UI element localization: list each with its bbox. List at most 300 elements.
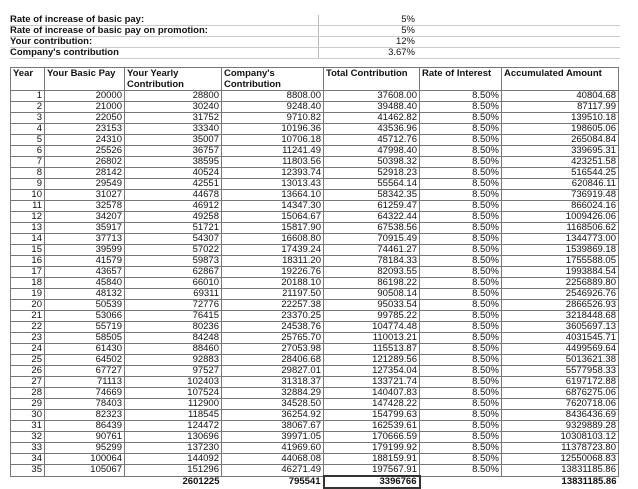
- cell-basic-pay[interactable]: 28142: [45, 168, 125, 179]
- cell-yearly-contribution[interactable]: 30240: [125, 102, 222, 113]
- cell-yearly-contribution[interactable]: 144092: [125, 454, 222, 465]
- cell-company-contribution[interactable]: 8808.00: [222, 91, 324, 102]
- cell-total-contribution[interactable]: 127354.04: [324, 366, 420, 377]
- cell-year[interactable]: 15: [11, 245, 45, 256]
- cell-rate-of-interest[interactable]: 8.50%: [420, 212, 502, 223]
- cell-accumulated-amount[interactable]: 265084.84: [502, 135, 619, 146]
- cell-accumulated-amount[interactable]: 7620718.06: [502, 399, 619, 410]
- table-header-row: [11, 68, 619, 91]
- cell-rate-of-interest[interactable]: 8.50%: [420, 102, 502, 113]
- cell-yearly-contribution[interactable]: 118545: [125, 410, 222, 421]
- cell-total-contribution[interactable]: 82093.55: [324, 267, 420, 278]
- cell-yearly-contribution[interactable]: 40524: [125, 168, 222, 179]
- cell-accumulated-amount[interactable]: 620846.11: [502, 179, 619, 190]
- cell-basic-pay[interactable]: 24310: [45, 135, 125, 146]
- param-value-basic-pay-increase[interactable]: 5%: [318, 15, 418, 25]
- cell-year[interactable]: 14: [11, 234, 45, 245]
- cell-total-contribution[interactable]: 50398.32: [324, 157, 420, 168]
- cell-accumulated-amount[interactable]: 1009426.06: [502, 212, 619, 223]
- table-row: [11, 223, 619, 234]
- cell-total-contribution[interactable]: 147428.22: [324, 399, 420, 410]
- cell-basic-pay[interactable]: 39599: [45, 245, 125, 256]
- cell-yearly-contribution[interactable]: 28800: [125, 91, 222, 102]
- cell-company-contribution[interactable]: 10706.18: [222, 135, 324, 146]
- table-row: [11, 91, 619, 102]
- cell-rate-of-interest[interactable]: 8.50%: [420, 300, 502, 311]
- cell-accumulated-amount[interactable]: 6197172.88: [502, 377, 619, 388]
- param-value-your-contribution[interactable]: 12%: [318, 37, 418, 47]
- cell-company-contribution[interactable]: 24538.76: [222, 322, 324, 333]
- table-row: [11, 256, 619, 267]
- param-label-promotion-increase: Rate of increase of basic pay on promotion:: [10, 25, 208, 36]
- cell-company-contribution[interactable]: 15817.90: [222, 223, 324, 234]
- cell-year[interactable]: 9: [11, 179, 45, 190]
- cell-company-contribution[interactable]: 28406.68: [222, 355, 324, 366]
- cell-yearly-contribution[interactable]: 31752: [125, 113, 222, 124]
- cell-company-contribution[interactable]: 46271.49: [222, 465, 324, 477]
- table-row: [11, 333, 619, 344]
- cell-total-contribution[interactable]: 78184.33: [324, 256, 420, 267]
- cell-company-contribution[interactable]: 44068.08: [222, 454, 324, 465]
- cell-year[interactable]: 26: [11, 366, 45, 377]
- cell-year[interactable]: 33: [11, 443, 45, 454]
- cell-rate-of-interest[interactable]: 8.50%: [420, 311, 502, 322]
- cell-rate-of-interest[interactable]: 8.50%: [420, 410, 502, 421]
- cell-rate-of-interest[interactable]: 8.50%: [420, 278, 502, 289]
- cell-rate-of-interest[interactable]: 8.50%: [420, 245, 502, 256]
- cell-accumulated-amount[interactable]: 2256889.80: [502, 278, 619, 289]
- cell-accumulated-amount[interactable]: 6876275.06: [502, 388, 619, 399]
- cell-accumulated-amount[interactable]: 8436436.69: [502, 410, 619, 421]
- cell-yearly-contribution[interactable]: 92883: [125, 355, 222, 366]
- cell-accumulated-amount[interactable]: 40804.68: [502, 91, 619, 102]
- cell-company-contribution[interactable]: 36254.92: [222, 410, 324, 421]
- cell-basic-pay[interactable]: 48132: [45, 289, 125, 300]
- cell-year[interactable]: 31: [11, 421, 45, 432]
- cell-rate-of-interest[interactable]: 8.50%: [420, 399, 502, 410]
- cell-rate-of-interest[interactable]: 8.50%: [420, 443, 502, 454]
- cell-yearly-contribution[interactable]: 38595: [125, 157, 222, 168]
- cell-year[interactable]: 4: [11, 124, 45, 135]
- table-row: [11, 311, 619, 322]
- cell-year[interactable]: 1: [11, 91, 45, 102]
- cell-company-contribution[interactable]: 16608.80: [222, 234, 324, 245]
- cell-basic-pay[interactable]: 58505: [45, 333, 125, 344]
- table-row: [11, 465, 619, 477]
- table-row: [11, 135, 619, 146]
- total-cell: [45, 476, 125, 488]
- cell-accumulated-amount[interactable]: 4499569.64: [502, 344, 619, 355]
- cell-company-contribution[interactable]: 13664.10: [222, 190, 324, 201]
- cell-yearly-contribution[interactable]: 76415: [125, 311, 222, 322]
- cell-year[interactable]: 18: [11, 278, 45, 289]
- cell-yearly-contribution[interactable]: 36757: [125, 146, 222, 157]
- cell-basic-pay[interactable]: 74669: [45, 388, 125, 399]
- cell-year[interactable]: 25: [11, 355, 45, 366]
- cell-basic-pay[interactable]: 90761: [45, 432, 125, 443]
- cell-year[interactable]: 2: [11, 102, 45, 113]
- cell-basic-pay[interactable]: 53066: [45, 311, 125, 322]
- cell-accumulated-amount[interactable]: 1755588.05: [502, 256, 619, 267]
- cell-rate-of-interest[interactable]: 8.50%: [420, 168, 502, 179]
- cell-year[interactable]: 20: [11, 300, 45, 311]
- cell-company-contribution[interactable]: 12393.74: [222, 168, 324, 179]
- cell-basic-pay[interactable]: 86439: [45, 421, 125, 432]
- cell-company-contribution[interactable]: 11803.56: [222, 157, 324, 168]
- table-row: [11, 399, 619, 410]
- table-row: [11, 212, 619, 223]
- cell-rate-of-interest[interactable]: 8.50%: [420, 157, 502, 168]
- cell-total-contribution[interactable]: 58342.35: [324, 190, 420, 201]
- cell-yearly-contribution[interactable]: 69311: [125, 289, 222, 300]
- cell-accumulated-amount[interactable]: 2866526.93: [502, 300, 619, 311]
- cell-year[interactable]: 23: [11, 333, 45, 344]
- cell-total-contribution[interactable]: 37608.00: [324, 91, 420, 102]
- cell-total-contribution[interactable]: 55564.14: [324, 179, 420, 190]
- cell-rate-of-interest[interactable]: 8.50%: [420, 377, 502, 388]
- cell-yearly-contribution[interactable]: 49258: [125, 212, 222, 223]
- cell-accumulated-amount[interactable]: 13831185.86: [502, 465, 619, 477]
- cell-total-contribution[interactable]: 162539.61: [324, 421, 420, 432]
- cell-yearly-contribution[interactable]: 66010: [125, 278, 222, 289]
- cell-total-contribution[interactable]: 74461.27: [324, 245, 420, 256]
- table-row: [11, 267, 619, 278]
- cell-accumulated-amount[interactable]: 339695.31: [502, 146, 619, 157]
- cell-accumulated-amount[interactable]: 5577958.33: [502, 366, 619, 377]
- cell-company-contribution[interactable]: 14347.30: [222, 201, 324, 212]
- cell-yearly-contribution[interactable]: 88460: [125, 344, 222, 355]
- table-row: [11, 410, 619, 421]
- cell-accumulated-amount[interactable]: 11378723.80: [502, 443, 619, 454]
- table-row: [11, 322, 619, 333]
- cell-total-contribution[interactable]: 179199.92: [324, 443, 420, 454]
- cell-rate-of-interest[interactable]: 8.50%: [420, 267, 502, 278]
- table-row: [11, 113, 619, 124]
- table-row: [11, 124, 619, 135]
- cell-basic-pay[interactable]: 78403: [45, 399, 125, 410]
- cell-year[interactable]: 5: [11, 135, 45, 146]
- cell-total-contribution[interactable]: 99785.22: [324, 311, 420, 322]
- cell-total-contribution[interactable]: 188159.91: [324, 454, 420, 465]
- cell-basic-pay[interactable]: 82323: [45, 410, 125, 421]
- cell-accumulated-amount[interactable]: 139510.18: [502, 113, 619, 124]
- cell-rate-of-interest[interactable]: 8.50%: [420, 113, 502, 124]
- table-row: [11, 245, 619, 256]
- cell-yearly-contribution[interactable]: 97527: [125, 366, 222, 377]
- cell-company-contribution[interactable]: 10196.36: [222, 124, 324, 135]
- cell-rate-of-interest[interactable]: 8.50%: [420, 135, 502, 146]
- cell-company-contribution[interactable]: 38067.67: [222, 421, 324, 432]
- cell-total-contribution[interactable]: 61259.47: [324, 201, 420, 212]
- cell-year[interactable]: 21: [11, 311, 45, 322]
- cell-accumulated-amount[interactable]: 198605.06: [502, 124, 619, 135]
- cell-year[interactable]: 30: [11, 410, 45, 421]
- cell-year[interactable]: 10: [11, 190, 45, 201]
- cell-yearly-contribution[interactable]: 54307: [125, 234, 222, 245]
- table-row: [11, 443, 619, 454]
- cell-total-contribution[interactable]: 95033.54: [324, 300, 420, 311]
- cell-company-contribution[interactable]: 9710.82: [222, 113, 324, 124]
- cell-total-contribution[interactable]: 197567.91: [324, 465, 420, 477]
- cell-total-contribution[interactable]: 133721.74: [324, 377, 420, 388]
- cell-total-contribution[interactable]: 115513.87: [324, 344, 420, 355]
- cell-yearly-contribution[interactable]: 80236: [125, 322, 222, 333]
- cell-yearly-contribution[interactable]: 137230: [125, 443, 222, 454]
- cell-accumulated-amount[interactable]: 1344773.00: [502, 234, 619, 245]
- table-row: [11, 289, 619, 300]
- cell-rate-of-interest[interactable]: 8.50%: [420, 289, 502, 300]
- cell-rate-of-interest[interactable]: 8.50%: [420, 366, 502, 377]
- total-contribution-selected-cell[interactable]: 3396766: [324, 476, 420, 488]
- cell-yearly-contribution[interactable]: 35007: [125, 135, 222, 146]
- cell-rate-of-interest[interactable]: 8.50%: [420, 344, 502, 355]
- table-row: [11, 388, 619, 399]
- cell-year[interactable]: 7: [11, 157, 45, 168]
- cell-company-contribution[interactable]: 32884.29: [222, 388, 324, 399]
- cell-year[interactable]: 6: [11, 146, 45, 157]
- cell-rate-of-interest[interactable]: 8.50%: [420, 91, 502, 102]
- cell-basic-pay[interactable]: 43657: [45, 267, 125, 278]
- cell-basic-pay[interactable]: 45840: [45, 278, 125, 289]
- cell-yearly-contribution[interactable]: 57022: [125, 245, 222, 256]
- cell-accumulated-amount[interactable]: 2546926.76: [502, 289, 619, 300]
- cell-yearly-contribution[interactable]: 151296: [125, 465, 222, 477]
- cell-basic-pay[interactable]: 26802: [45, 157, 125, 168]
- cell-year[interactable]: 35: [11, 465, 45, 477]
- cell-year[interactable]: 8: [11, 168, 45, 179]
- cell-year[interactable]: 24: [11, 344, 45, 355]
- header-yearly-contribution: Your Yearly Contribution: [125, 68, 222, 91]
- table-row: [11, 201, 619, 212]
- table-row: [11, 355, 619, 366]
- total-company-contribution[interactable]: 795541: [222, 476, 324, 488]
- cell-total-contribution[interactable]: 41462.82: [324, 113, 420, 124]
- cell-rate-of-interest[interactable]: 8.50%: [420, 201, 502, 212]
- total-cell: [420, 476, 502, 488]
- table-row: [11, 432, 619, 443]
- cell-basic-pay[interactable]: 21000: [45, 102, 125, 113]
- cell-yearly-contribution[interactable]: 33340: [125, 124, 222, 135]
- cell-rate-of-interest[interactable]: 8.50%: [420, 465, 502, 477]
- cell-rate-of-interest[interactable]: 8.50%: [420, 421, 502, 432]
- table-row: [11, 344, 619, 355]
- table-row: [11, 454, 619, 465]
- cell-rate-of-interest[interactable]: 8.50%: [420, 388, 502, 399]
- cell-accumulated-amount[interactable]: 3605697.13: [502, 322, 619, 333]
- total-yearly-contribution[interactable]: 2601225: [125, 476, 222, 488]
- cell-total-contribution[interactable]: 154799.63: [324, 410, 420, 421]
- header-company-contribution: Company's Contribution: [222, 68, 324, 91]
- param-value-promotion-increase[interactable]: 5%: [318, 26, 418, 36]
- total-cell: [11, 476, 45, 488]
- cell-basic-pay[interactable]: 55719: [45, 322, 125, 333]
- table-row: [11, 278, 619, 289]
- cell-company-contribution[interactable]: 23370.25: [222, 311, 324, 322]
- cell-accumulated-amount[interactable]: 516544.25: [502, 168, 619, 179]
- table-row: [11, 168, 619, 179]
- cell-accumulated-amount[interactable]: 12550068.83: [502, 454, 619, 465]
- table-row: [11, 102, 619, 113]
- param-value-company-contribution[interactable]: 3.67%: [318, 48, 418, 58]
- cell-basic-pay[interactable]: 61430: [45, 344, 125, 355]
- cell-company-contribution[interactable]: 9248.40: [222, 102, 324, 113]
- cell-basic-pay[interactable]: 35917: [45, 223, 125, 234]
- cell-total-contribution[interactable]: 170666.59: [324, 432, 420, 443]
- cell-accumulated-amount[interactable]: 1539869.18: [502, 245, 619, 256]
- cell-company-contribution[interactable]: 31318.37: [222, 377, 324, 388]
- cell-yearly-contribution[interactable]: 72776: [125, 300, 222, 311]
- cell-basic-pay[interactable]: 67727: [45, 366, 125, 377]
- param-label-your-contribution: Your contribution:: [10, 36, 93, 47]
- cell-yearly-contribution[interactable]: 112900: [125, 399, 222, 410]
- cell-year[interactable]: 17: [11, 267, 45, 278]
- cell-company-contribution[interactable]: 25765.70: [222, 333, 324, 344]
- cell-total-contribution[interactable]: 43536.96: [324, 124, 420, 135]
- cell-company-contribution[interactable]: 34528.50: [222, 399, 324, 410]
- cell-company-contribution[interactable]: 19226.76: [222, 267, 324, 278]
- cell-total-contribution[interactable]: 67538.56: [324, 223, 420, 234]
- cell-company-contribution[interactable]: 27053.98: [222, 344, 324, 355]
- header-rate-of-interest: Rate of Interest: [420, 68, 502, 91]
- table-row: [11, 146, 619, 157]
- total-accumulated-amount[interactable]: 13831185.86: [502, 476, 619, 488]
- cell-rate-of-interest[interactable]: 8.50%: [420, 256, 502, 267]
- cell-year[interactable]: 16: [11, 256, 45, 267]
- table-row: [11, 157, 619, 168]
- header-total-contribution: Total Contribution: [324, 68, 420, 91]
- cell-total-contribution[interactable]: 70915.49: [324, 234, 420, 245]
- cell-company-contribution[interactable]: 22257.38: [222, 300, 324, 311]
- cell-basic-pay[interactable]: 34207: [45, 212, 125, 223]
- cell-year[interactable]: 13: [11, 223, 45, 234]
- cell-basic-pay[interactable]: 100064: [45, 454, 125, 465]
- cell-yearly-contribution[interactable]: 59873: [125, 256, 222, 267]
- cell-yearly-contribution[interactable]: 124472: [125, 421, 222, 432]
- cell-basic-pay[interactable]: 31027: [45, 190, 125, 201]
- cell-rate-of-interest[interactable]: 8.50%: [420, 124, 502, 135]
- cell-accumulated-amount[interactable]: 87117.99: [502, 102, 619, 113]
- cell-yearly-contribution[interactable]: 62867: [125, 267, 222, 278]
- cell-year[interactable]: 12: [11, 212, 45, 223]
- header-year: Year: [11, 68, 45, 91]
- cell-basic-pay[interactable]: 25526: [45, 146, 125, 157]
- table-row: [11, 234, 619, 245]
- cell-yearly-contribution[interactable]: 46912: [125, 201, 222, 212]
- cell-basic-pay[interactable]: 20000: [45, 91, 125, 102]
- cell-total-contribution[interactable]: 90508.14: [324, 289, 420, 300]
- cell-accumulated-amount[interactable]: 3218448.68: [502, 311, 619, 322]
- cell-total-contribution[interactable]: 52918.23: [324, 168, 420, 179]
- cell-year[interactable]: 27: [11, 377, 45, 388]
- cell-accumulated-amount[interactable]: 5013621.38: [502, 355, 619, 366]
- cell-rate-of-interest[interactable]: 8.50%: [420, 355, 502, 366]
- cell-rate-of-interest[interactable]: 8.50%: [420, 146, 502, 157]
- cell-company-contribution[interactable]: 15064.67: [222, 212, 324, 223]
- cell-year[interactable]: 28: [11, 388, 45, 399]
- table-row: [11, 300, 619, 311]
- cell-accumulated-amount[interactable]: 4031545.71: [502, 333, 619, 344]
- cell-basic-pay[interactable]: 23153: [45, 124, 125, 135]
- header-accumulated-amount: Accumulated Amount: [502, 68, 619, 91]
- cell-rate-of-interest[interactable]: 8.50%: [420, 322, 502, 333]
- cell-total-contribution[interactable]: 121289.56: [324, 355, 420, 366]
- cell-accumulated-amount[interactable]: 9329889.28: [502, 421, 619, 432]
- cell-basic-pay[interactable]: 105067: [45, 465, 125, 477]
- cell-yearly-contribution[interactable]: 51721: [125, 223, 222, 234]
- cell-basic-pay[interactable]: 64502: [45, 355, 125, 366]
- cell-rate-of-interest[interactable]: 8.50%: [420, 333, 502, 344]
- cell-total-contribution[interactable]: 45712.76: [324, 135, 420, 146]
- cell-accumulated-amount[interactable]: 10308103.12: [502, 432, 619, 443]
- cell-company-contribution[interactable]: 20188.10: [222, 278, 324, 289]
- cell-total-contribution[interactable]: 140407.83: [324, 388, 420, 399]
- cell-total-contribution[interactable]: 110013.21: [324, 333, 420, 344]
- cell-yearly-contribution[interactable]: 102403: [125, 377, 222, 388]
- table-row: [11, 190, 619, 201]
- cell-rate-of-interest[interactable]: 8.50%: [420, 223, 502, 234]
- cell-year[interactable]: 32: [11, 432, 45, 443]
- cell-basic-pay[interactable]: 37713: [45, 234, 125, 245]
- cell-yearly-contribution[interactable]: 44678: [125, 190, 222, 201]
- cell-year[interactable]: 22: [11, 322, 45, 333]
- cell-basic-pay[interactable]: 32578: [45, 201, 125, 212]
- cell-year[interactable]: 29: [11, 399, 45, 410]
- cell-total-contribution[interactable]: 39488.40: [324, 102, 420, 113]
- cell-year[interactable]: 34: [11, 454, 45, 465]
- cell-yearly-contribution[interactable]: 42551: [125, 179, 222, 190]
- cell-rate-of-interest[interactable]: 8.50%: [420, 190, 502, 201]
- cell-year[interactable]: 19: [11, 289, 45, 300]
- cell-total-contribution[interactable]: 104774.48: [324, 322, 420, 333]
- cell-company-contribution[interactable]: 13013.43: [222, 179, 324, 190]
- table-row: [11, 421, 619, 432]
- table-row: [11, 377, 619, 388]
- cell-company-contribution[interactable]: 29827.01: [222, 366, 324, 377]
- cell-company-contribution[interactable]: 21197.50: [222, 289, 324, 300]
- cell-rate-of-interest[interactable]: 8.50%: [420, 179, 502, 190]
- cell-company-contribution[interactable]: 11241.49: [222, 146, 324, 157]
- cell-accumulated-amount[interactable]: 866024.16: [502, 201, 619, 212]
- cell-basic-pay[interactable]: 71113: [45, 377, 125, 388]
- cell-yearly-contribution[interactable]: 84248: [125, 333, 222, 344]
- cell-company-contribution[interactable]: 18311.20: [222, 256, 324, 267]
- cell-company-contribution[interactable]: 17439.24: [222, 245, 324, 256]
- cell-basic-pay[interactable]: 41579: [45, 256, 125, 267]
- cell-total-contribution[interactable]: 64322.44: [324, 212, 420, 223]
- cell-accumulated-amount[interactable]: 1168506.62: [502, 223, 619, 234]
- cell-total-contribution[interactable]: 47998.40: [324, 146, 420, 157]
- cell-company-contribution[interactable]: 41969.60: [222, 443, 324, 454]
- cell-basic-pay[interactable]: 95299: [45, 443, 125, 454]
- cell-year[interactable]: 11: [11, 201, 45, 212]
- totals-row: [11, 476, 619, 488]
- cell-rate-of-interest[interactable]: 8.50%: [420, 454, 502, 465]
- cell-year[interactable]: 3: [11, 113, 45, 124]
- cell-company-contribution[interactable]: 39971.05: [222, 432, 324, 443]
- cell-rate-of-interest[interactable]: 8.50%: [420, 234, 502, 245]
- cell-basic-pay[interactable]: 29549: [45, 179, 125, 190]
- cell-yearly-contribution[interactable]: 130696: [125, 432, 222, 443]
- param-divider: [10, 58, 620, 59]
- cell-rate-of-interest[interactable]: 8.50%: [420, 432, 502, 443]
- cell-basic-pay[interactable]: 50539: [45, 300, 125, 311]
- cell-accumulated-amount[interactable]: 423251.58: [502, 157, 619, 168]
- cell-yearly-contribution[interactable]: 107524: [125, 388, 222, 399]
- cell-accumulated-amount[interactable]: 1993884.54: [502, 267, 619, 278]
- cell-total-contribution[interactable]: 86198.22: [324, 278, 420, 289]
- cell-accumulated-amount[interactable]: 736919.48: [502, 190, 619, 201]
- cell-basic-pay[interactable]: 22050: [45, 113, 125, 124]
